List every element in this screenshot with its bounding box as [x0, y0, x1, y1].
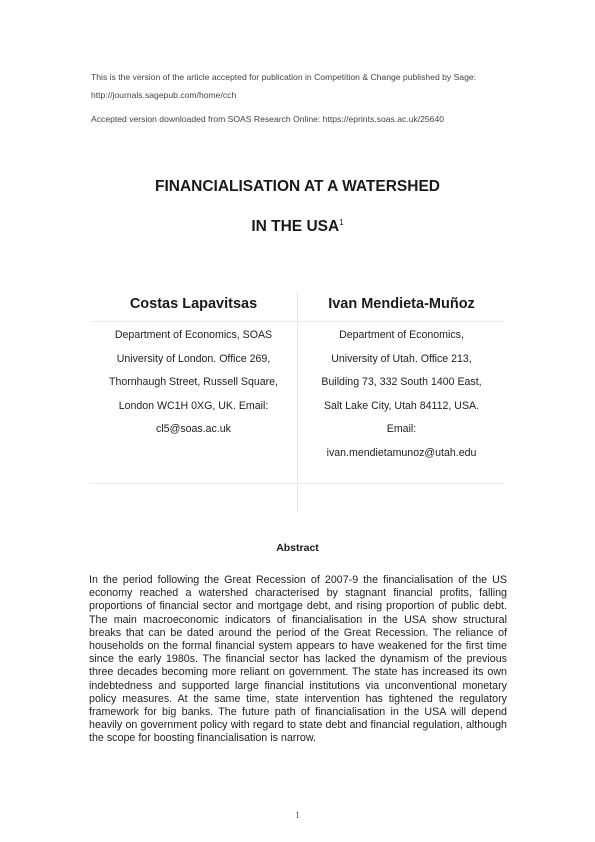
- author-name: Costas Lapavitsas: [129, 296, 258, 312]
- author-affiliation: [298, 324, 505, 465]
- affiliation-line: Thornhaugh Street, Russell Square,: [108, 376, 278, 388]
- author-name: Ivan Mendieta-Muñoz: [328, 296, 475, 312]
- affiliation-line: Email:: [386, 423, 417, 435]
- author-table: [90, 292, 505, 512]
- paper-title-line1: FINANCIALISATION AT A WATERSHED: [154, 178, 440, 195]
- author-email[interactable]: cl5@soas.ac.uk: [156, 423, 231, 435]
- page-number: 1: [295, 810, 300, 820]
- author-column-2: [298, 292, 505, 465]
- paper-title-line2-text: IN THE USA: [251, 218, 340, 236]
- publication-note: This is the version of the article accepted for publication in Competition & Change published by Sage: http://journals.sagepub.com/home/cch: [91, 72, 477, 100]
- abstract-body: In the period following the Great Recession of 2007-9 the financialisation of the US economy reached a watershed characterised by stagnant financial profits, falling proportions of financial sector and mortgage debt, and rising proportion of public debt. The main macroeconomic indicators of financialisation in the USA show structural breaks that can be dated around the period of the Great Recession. The reliance of households on the formal financial system appears to have weakened for the first time since the early 1980s. The financial sector has lacked the dynamism of the previous three decades becoming more reliant on government. The state has increased its own indebtedness and supported large financial institutions via unconventional monetary policy measures. At the same time, state intervention has tightened the regulatory framework for big banks. The future path of financialisation in the USA will depend heavily on government policy with regard to state debt and financial regulation, although the scope for boosting financialisation is narrow.: [89, 574, 507, 745]
- affiliation-line: Department of Economics,: [339, 329, 464, 341]
- affiliation-line: University of Utah. Office 213,: [331, 352, 472, 365]
- affiliation-line: Building 73, 332 South 1400 East,: [321, 376, 482, 388]
- author-bottom-rule: [90, 483, 505, 484]
- paper-title-line2: [0, 218, 595, 236]
- affiliation-line: University of London. Office 269,: [116, 352, 271, 365]
- affiliation-line: London WC1H 0XG, UK. Email:: [118, 399, 269, 412]
- abstract-heading: Abstract: [276, 542, 319, 554]
- download-note: Accepted version downloaded from SOAS Research Online: https://eprints.soas.ac.uk/25640: [91, 114, 445, 124]
- affiliation-line: Department of Economics, SOAS: [114, 329, 273, 341]
- author-column-1: [90, 292, 297, 442]
- affiliation-line: Salt Lake City, Utah 84112, USA.: [323, 399, 480, 412]
- author-affiliation: [90, 324, 297, 442]
- footnote-marker[interactable]: 1: [339, 218, 344, 227]
- author-email[interactable]: ivan.mendietamunoz@utah.edu: [326, 446, 477, 459]
